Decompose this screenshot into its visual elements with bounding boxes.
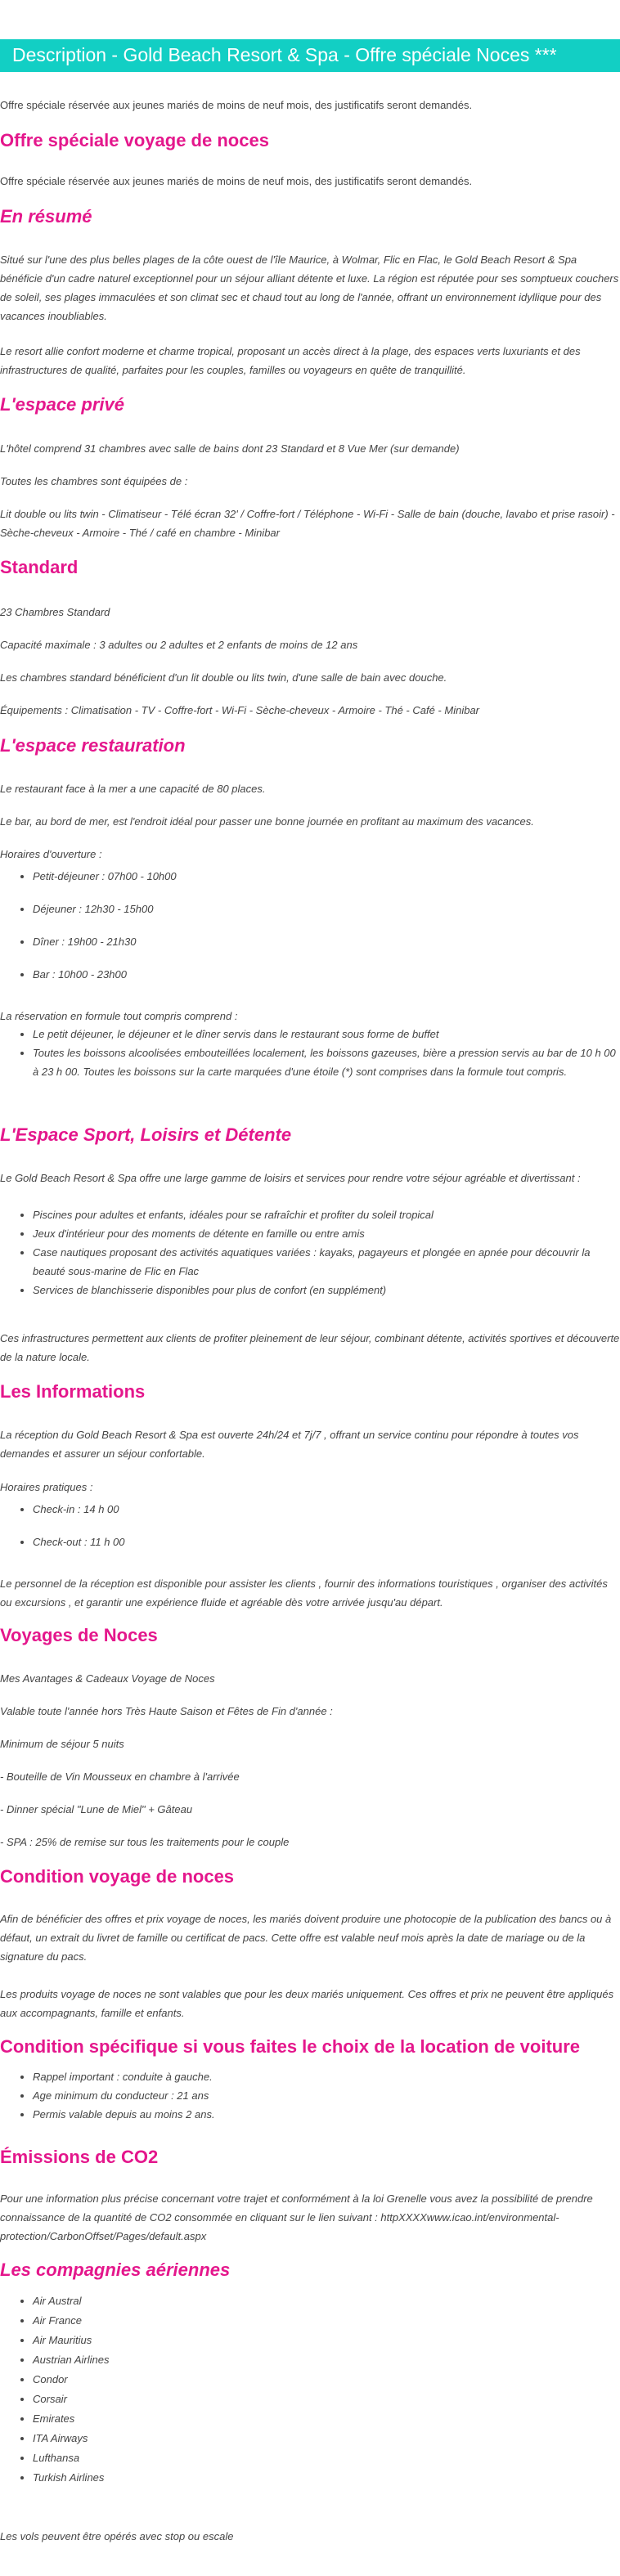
sport-paragraph-2: Ces infrastructures permettent aux clients de profiter pleinement de leur séjour, combinant détente, activités sportives et découverte de la nature locale. [0,1332,620,1363]
heading-standard: Standard [0,557,79,577]
list-item: • Condor [33,2370,620,2390]
list-item: • Case nautiques proposant des activités aquatiques variées : kayaks, pagayeurs et plongée en apnée pour découvrir la beauté sous-marine de Flic en Flac [33,1243,620,1281]
heading-condition: Condition voyage de noces [0,1866,235,1887]
informations-paragraph-3: Le personnel de la réception est disponible pour assister les clients , fournir des informations touristiques , organiser des activités ou excursions , et garantir une expérience fluide et agréable dès votre arrivée jusqu'au départ. [0,1577,608,1609]
resume-paragraph-1: Situé sur l'une des plus belles plages de la côte ouest de l'île Maurice, à Wolmar, Flic en Flac, le Gold Beach Resort & Spa bénéficie d'un cadre naturel exceptionnel pour un séjour alliant détente et luxe. La région est réputée pour ses somptueux couchers de soleil, ses plages immaculées et son climat sec et chaud tout au long de l'année, offrant un environnement idyllique pour des vacances inoubliables. [0,254,619,322]
condition-paragraph-1: Afin de bénéficier des offres et prix voyage de noces, les mariés doivent produire une photocopie de la publication des bancs ou à défaut, un extrait du livret de famille ou certificat de pacs. Cette offre est valable neuf mois après la date de mariage ou de la signature du pacs. [0,1913,612,1963]
list-item: • ITA Airways [33,2429,620,2448]
all-inclusive-list [0,1025,620,1081]
voyages-paragraph-4: - Bouteille de Vin Mousseux en chambre à l'arrivée [0,1770,240,1783]
heading-restauration: L'espace restauration [0,735,186,756]
list-item: • Air Mauritius [33,2331,620,2350]
list-item: • Lufthansa [33,2448,620,2468]
title-bar [0,39,620,72]
heading-sport: L'Espace Sport, Loisirs et Détente [0,1124,292,1145]
voyages-paragraph-3: Minimum de séjour 5 nuits [0,1738,124,1750]
list-item: • Turkish Airlines [33,2468,620,2488]
standard-paragraph-4: Équipements : Climatisation - TV - Coffre-fort - Wi-Fi - Sèche-cheveux - Armoire - Thé - Café - Minibar [0,704,479,716]
resume-paragraph-2: Le resort allie confort moderne et charme tropical, proposant un accès direct à la plage, des espaces verts luxuriants et des infrastructures de qualité, parfaites pour les couples, familles ou voyageurs en quête de tranquillité. [0,345,581,376]
list-item: • Dîner : 19h00 - 21h30 [33,926,620,958]
list-item: • Age minimum du conducteur : 21 ans [33,2086,620,2105]
voyages-paragraph-5: - Dinner spécial "Lune de Miel" + Gâteau [0,1803,193,1815]
heading-offre: Offre spéciale voyage de noces [0,130,269,150]
airlines-list [0,2291,620,2488]
heading-informations: Les Informations [0,1381,146,1402]
co2-paragraph: Pour une information plus précise concernant votre trajet et conformément à la loi Grenelle vous avez la possibilité de prendre connaissance de la quantité de CO2 consommée en cliquant sur le lien suivant : httpXXXXwww.icao.int/environmental-protection/CarbonOffset/Pages/default.aspx [0,2192,593,2242]
car-rental-list [0,2067,620,2124]
list-item: • Austrian Airlines [33,2350,620,2370]
voyages-paragraph-1: Mes Avantages & Cadeaux Voyage de Noces [0,1672,215,1685]
list-item: • Toutes les boissons alcoolisées embouteillées localement, les boissons gazeuses, bière a pression servis au bar de 10 h 00 à 23 h 00. Toutes les boissons sur la carte marquées d'une étoile (*) sont comprises dans la formule tout compris. [33,1043,620,1081]
heading-compagnies: Les compagnies aériennes [0,2260,231,2280]
list-item: • Air Austral [33,2291,620,2311]
list-item: • Bar : 10h00 - 23h00 [33,958,620,991]
list-item: • Check-out : 11 h 00 [33,1526,620,1559]
heading-resume: En résumé [0,206,92,227]
informations-paragraph-1: La réception du Gold Beach Resort & Spa est ouverte 24h/24 et 7j/7 , offrant un service continu pour répondre à toutes vos demandes et assurer un séjour confortable. [0,1429,579,1460]
heading-espace-prive: L'espace privé [0,394,124,415]
prive-paragraph-1: L'hôtel comprend 31 chambres avec salle de bains dont 23 Standard et 8 Vue Mer (sur demande) [0,442,460,455]
prive-paragraph-2: Toutes les chambres sont équipées de : [0,475,188,487]
list-item: • Jeux d'intérieur pour des moments de détente en famille ou entre amis [33,1224,620,1243]
list-item: • Permis valable depuis au moins 2 ans. [33,2105,620,2124]
voyages-paragraph-6: - SPA : 25% de remise sur tous les traitements pour le couple [0,1836,290,1848]
list-item: • Petit-déjeuner : 07h00 - 10h00 [33,860,620,893]
list-item: • Corsair [33,2390,620,2409]
offre-text: Offre spéciale réservée aux jeunes mariés de moins de neuf mois, des justificatifs seront demandés. [0,175,473,187]
informations-paragraph-2: Horaires pratiques : [0,1481,93,1493]
list-item: • Check-in : 14 h 00 [33,1493,620,1526]
restauration-paragraph-4: La réservation en formule tout compris comprend : [0,1010,238,1022]
restauration-paragraph-3: Horaires d'ouverture : [0,848,102,860]
sport-list [0,1205,620,1299]
standard-paragraph-1: 23 Chambres Standard [0,606,110,618]
list-item: • Le petit déjeuner, le déjeuner et le dîner servis dans le restaurant sous forme de buffet [33,1025,620,1043]
voyages-paragraph-2: Valable toute l'année hors Très Haute Saison et Fêtes de Fin d'année : [0,1705,333,1717]
heading-co2: Émissions de CO2 [0,2147,159,2167]
restauration-paragraph-2: Le bar, au bord de mer, est l'endroit idéal pour passer une bonne journée en profitant au maximum des vacances. [0,815,534,828]
prive-paragraph-3: Lit double ou lits twin - Climatiseur - Télé écran 32' / Coffre-fort / Téléphone - Wi-Fi - Salle de bain (douche, lavabo et prise rasoir) - Sèche-cheveux - Armoire - Thé / café en chambre - Minibar [0,508,615,539]
restauration-paragraph-1: Le restaurant face à la mer a une capacité de 80 places. [0,783,266,795]
compagnies-footnote: Les vols peuvent être opérés avec stop ou escale [0,2530,234,2542]
opening-hours-list [0,860,620,991]
check-times-list [0,1493,620,1559]
list-item: • Emirates [33,2409,620,2429]
sport-paragraph-1: Le Gold Beach Resort & Spa offre une large gamme de loisirs et services pour rendre votre séjour agréable et divertissant : [0,1172,581,1184]
standard-paragraph-2: Capacité maximale : 3 adultes ou 2 adultes et 2 enfants de moins de 12 ans [0,639,358,651]
heading-location-voiture: Condition spécifique si vous faites le choix de la location de voiture [0,2036,581,2057]
list-item: • Air France [33,2311,620,2331]
intro-text: Offre spéciale réservée aux jeunes mariés de moins de neuf mois, des justificatifs seront demandés. [0,99,473,111]
condition-paragraph-2: Les produits voyage de noces ne sont valables que pour les deux mariés uniquement. Ces offres et prix ne peuvent être appliqués aux accompagnants, famille et enfants. [0,1988,614,2019]
standard-paragraph-3: Les chambres standard bénéficient d'un lit double ou lits twin, d'une salle de bain avec douche. [0,671,447,684]
list-item: • Déjeuner : 12h30 - 15h00 [33,893,620,926]
list-item: • Piscines pour adultes et enfants, idéales pour se rafraîchir et profiter du soleil tropical [33,1205,620,1224]
page-title: Description - Gold Beach Resort & Spa - Offre spéciale Noces *** [12,44,557,65]
heading-voyages-noces: Voyages de Noces [0,1625,158,1645]
list-item: • Rappel important : conduite à gauche. [33,2067,620,2086]
list-item: • Services de blanchisserie disponibles pour plus de confort (en supplément) [33,1281,620,1299]
